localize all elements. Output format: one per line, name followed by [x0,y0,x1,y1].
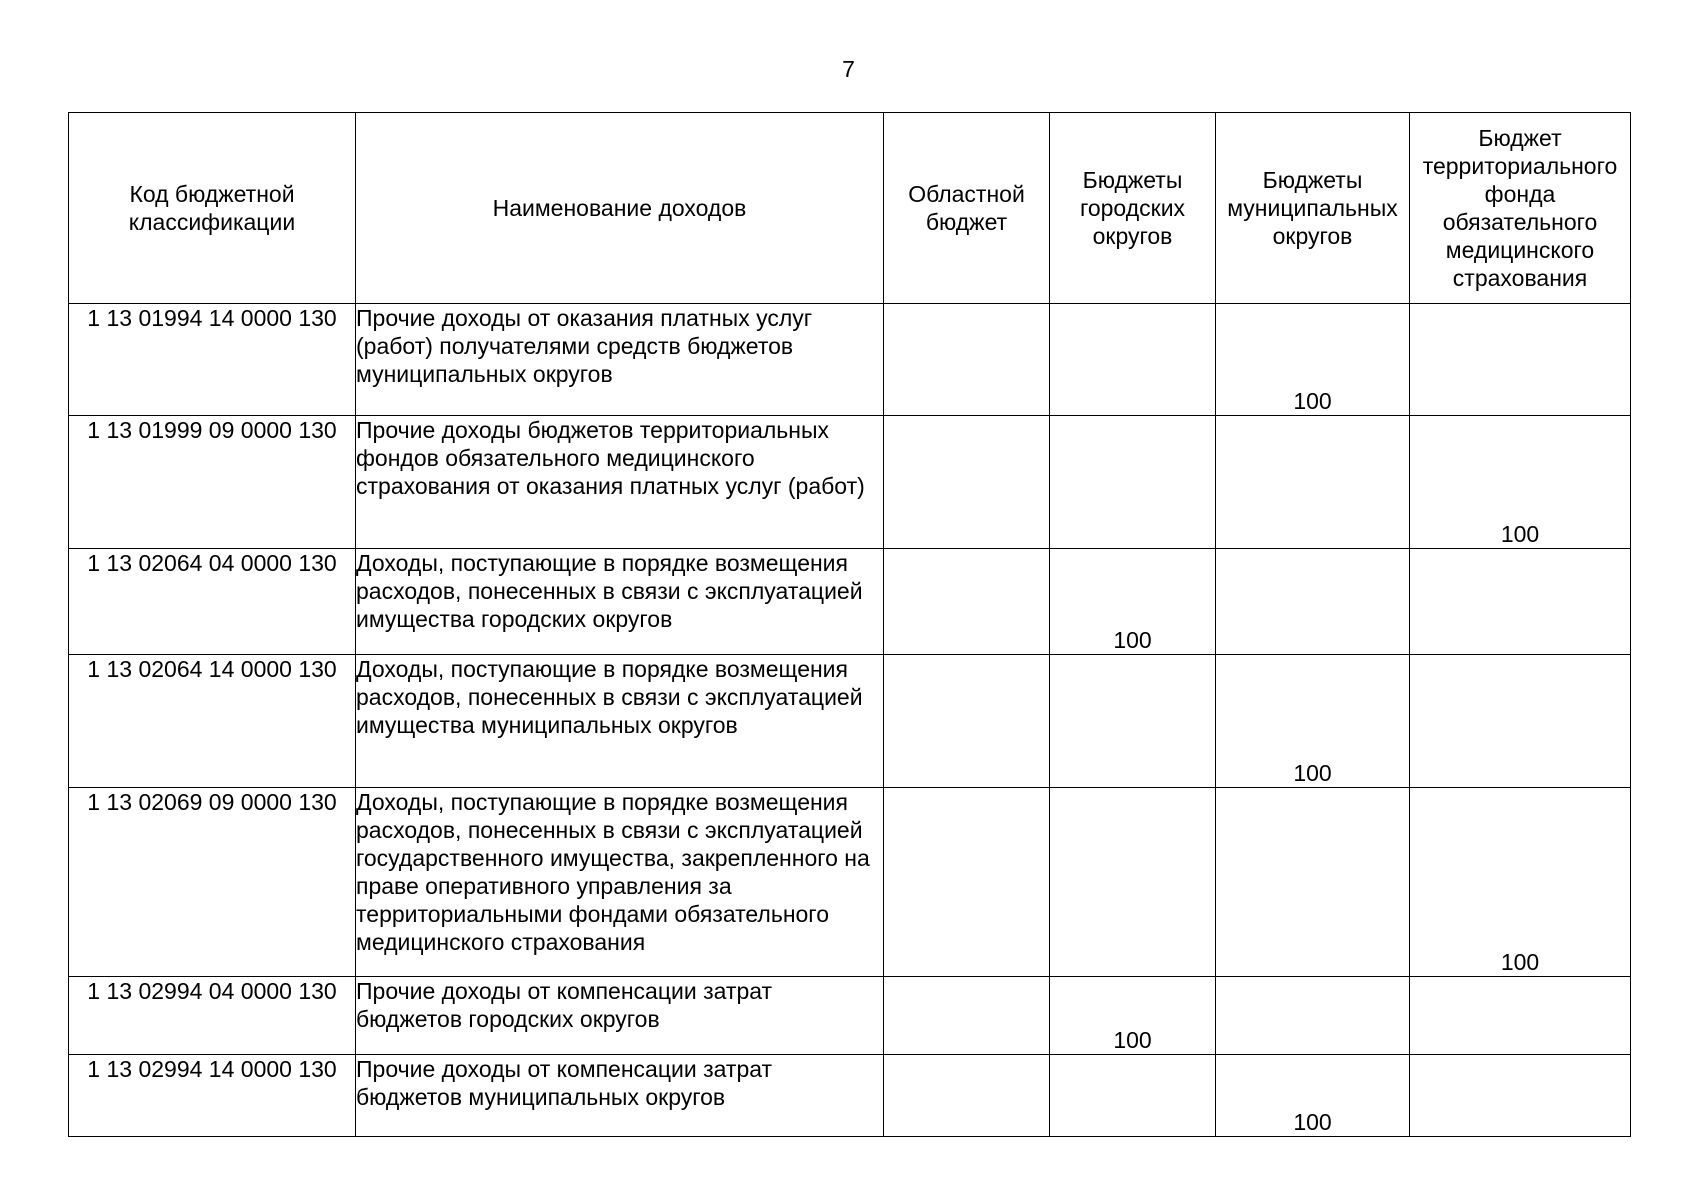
fund-cell [1410,655,1631,788]
code-cell: 1 13 02064 14 0000 130 [69,655,356,788]
fund-cell [1410,1055,1631,1137]
table-row [69,788,1631,977]
table-row [69,655,1631,788]
city-cell [1050,1055,1216,1137]
header-city: Бюджеты городских округов [1050,113,1216,304]
fund-cell [1410,977,1631,1055]
header-regional: Областной бюджет [884,113,1050,304]
regional-cell [884,304,1050,416]
municipal-cell [1216,977,1410,1055]
name-cell: Прочие доходы от оказания платных услуг (работ) получателями средств бюджетов муниципальных округов [356,304,884,416]
city-cell [1050,655,1216,788]
name-cell: Прочие доходы бюджетов территориальных фондов обязательного медицинского страхования от оказания платных услуг (работ) [356,416,884,549]
city-cell: 100 [1050,549,1216,655]
regional-cell [884,788,1050,977]
fund-cell: 100 [1410,416,1631,549]
header-name: Наименование доходов [356,113,884,304]
regional-cell [884,1055,1050,1137]
header-code: Код бюджетной классификации [69,113,356,304]
table-row [69,416,1631,549]
page-number: 7 [842,56,855,82]
municipal-cell [1216,416,1410,549]
city-cell [1050,788,1216,977]
header-fund: Бюджет территориального фонда обязательного медицинского страхования [1410,113,1631,304]
regional-cell [884,416,1050,549]
municipal-cell: 100 [1216,1055,1410,1137]
fund-cell [1410,549,1631,655]
regional-cell [884,655,1050,788]
code-cell: 1 13 01999 09 0000 130 [69,416,356,549]
header-municipal: Бюджеты муниципальных округов [1216,113,1410,304]
city-cell [1050,304,1216,416]
city-cell: 100 [1050,977,1216,1055]
revenue-distribution-table [68,112,1631,1137]
code-cell: 1 13 02069 09 0000 130 [69,788,356,977]
regional-cell [884,549,1050,655]
table-header-row [69,113,1631,304]
name-cell: Доходы, поступающие в порядке возмещения расходов, понесенных в связи с эксплуатацией имущества городских округов [356,549,884,655]
municipal-cell: 100 [1216,655,1410,788]
fund-cell: 100 [1410,788,1631,977]
table-row [69,977,1631,1055]
code-cell: 1 13 02064 04 0000 130 [69,549,356,655]
city-cell [1050,416,1216,549]
table-row [69,1055,1631,1137]
code-cell: 1 13 02994 14 0000 130 [69,1055,356,1137]
name-cell: Прочие доходы от компенсации затрат бюджетов городских округов [356,977,884,1055]
code-cell: 1 13 02994 04 0000 130 [69,977,356,1055]
code-cell: 1 13 01994 14 0000 130 [69,304,356,416]
name-cell: Доходы, поступающие в порядке возмещения расходов, понесенных в связи с эксплуатацией имущества муниципальных округов [356,655,884,788]
table-row [69,304,1631,416]
name-cell: Доходы, поступающие в порядке возмещения расходов, понесенных в связи с эксплуатацией государственного имущества, закрепленного на праве оперативного управления за территориальными фондами обязательного медицинского страхования [356,788,884,977]
fund-cell [1410,304,1631,416]
municipal-cell [1216,549,1410,655]
municipal-cell [1216,788,1410,977]
municipal-cell: 100 [1216,304,1410,416]
regional-cell [884,977,1050,1055]
name-cell: Прочие доходы от компенсации затрат бюджетов муниципальных округов [356,1055,884,1137]
table-row [69,549,1631,655]
